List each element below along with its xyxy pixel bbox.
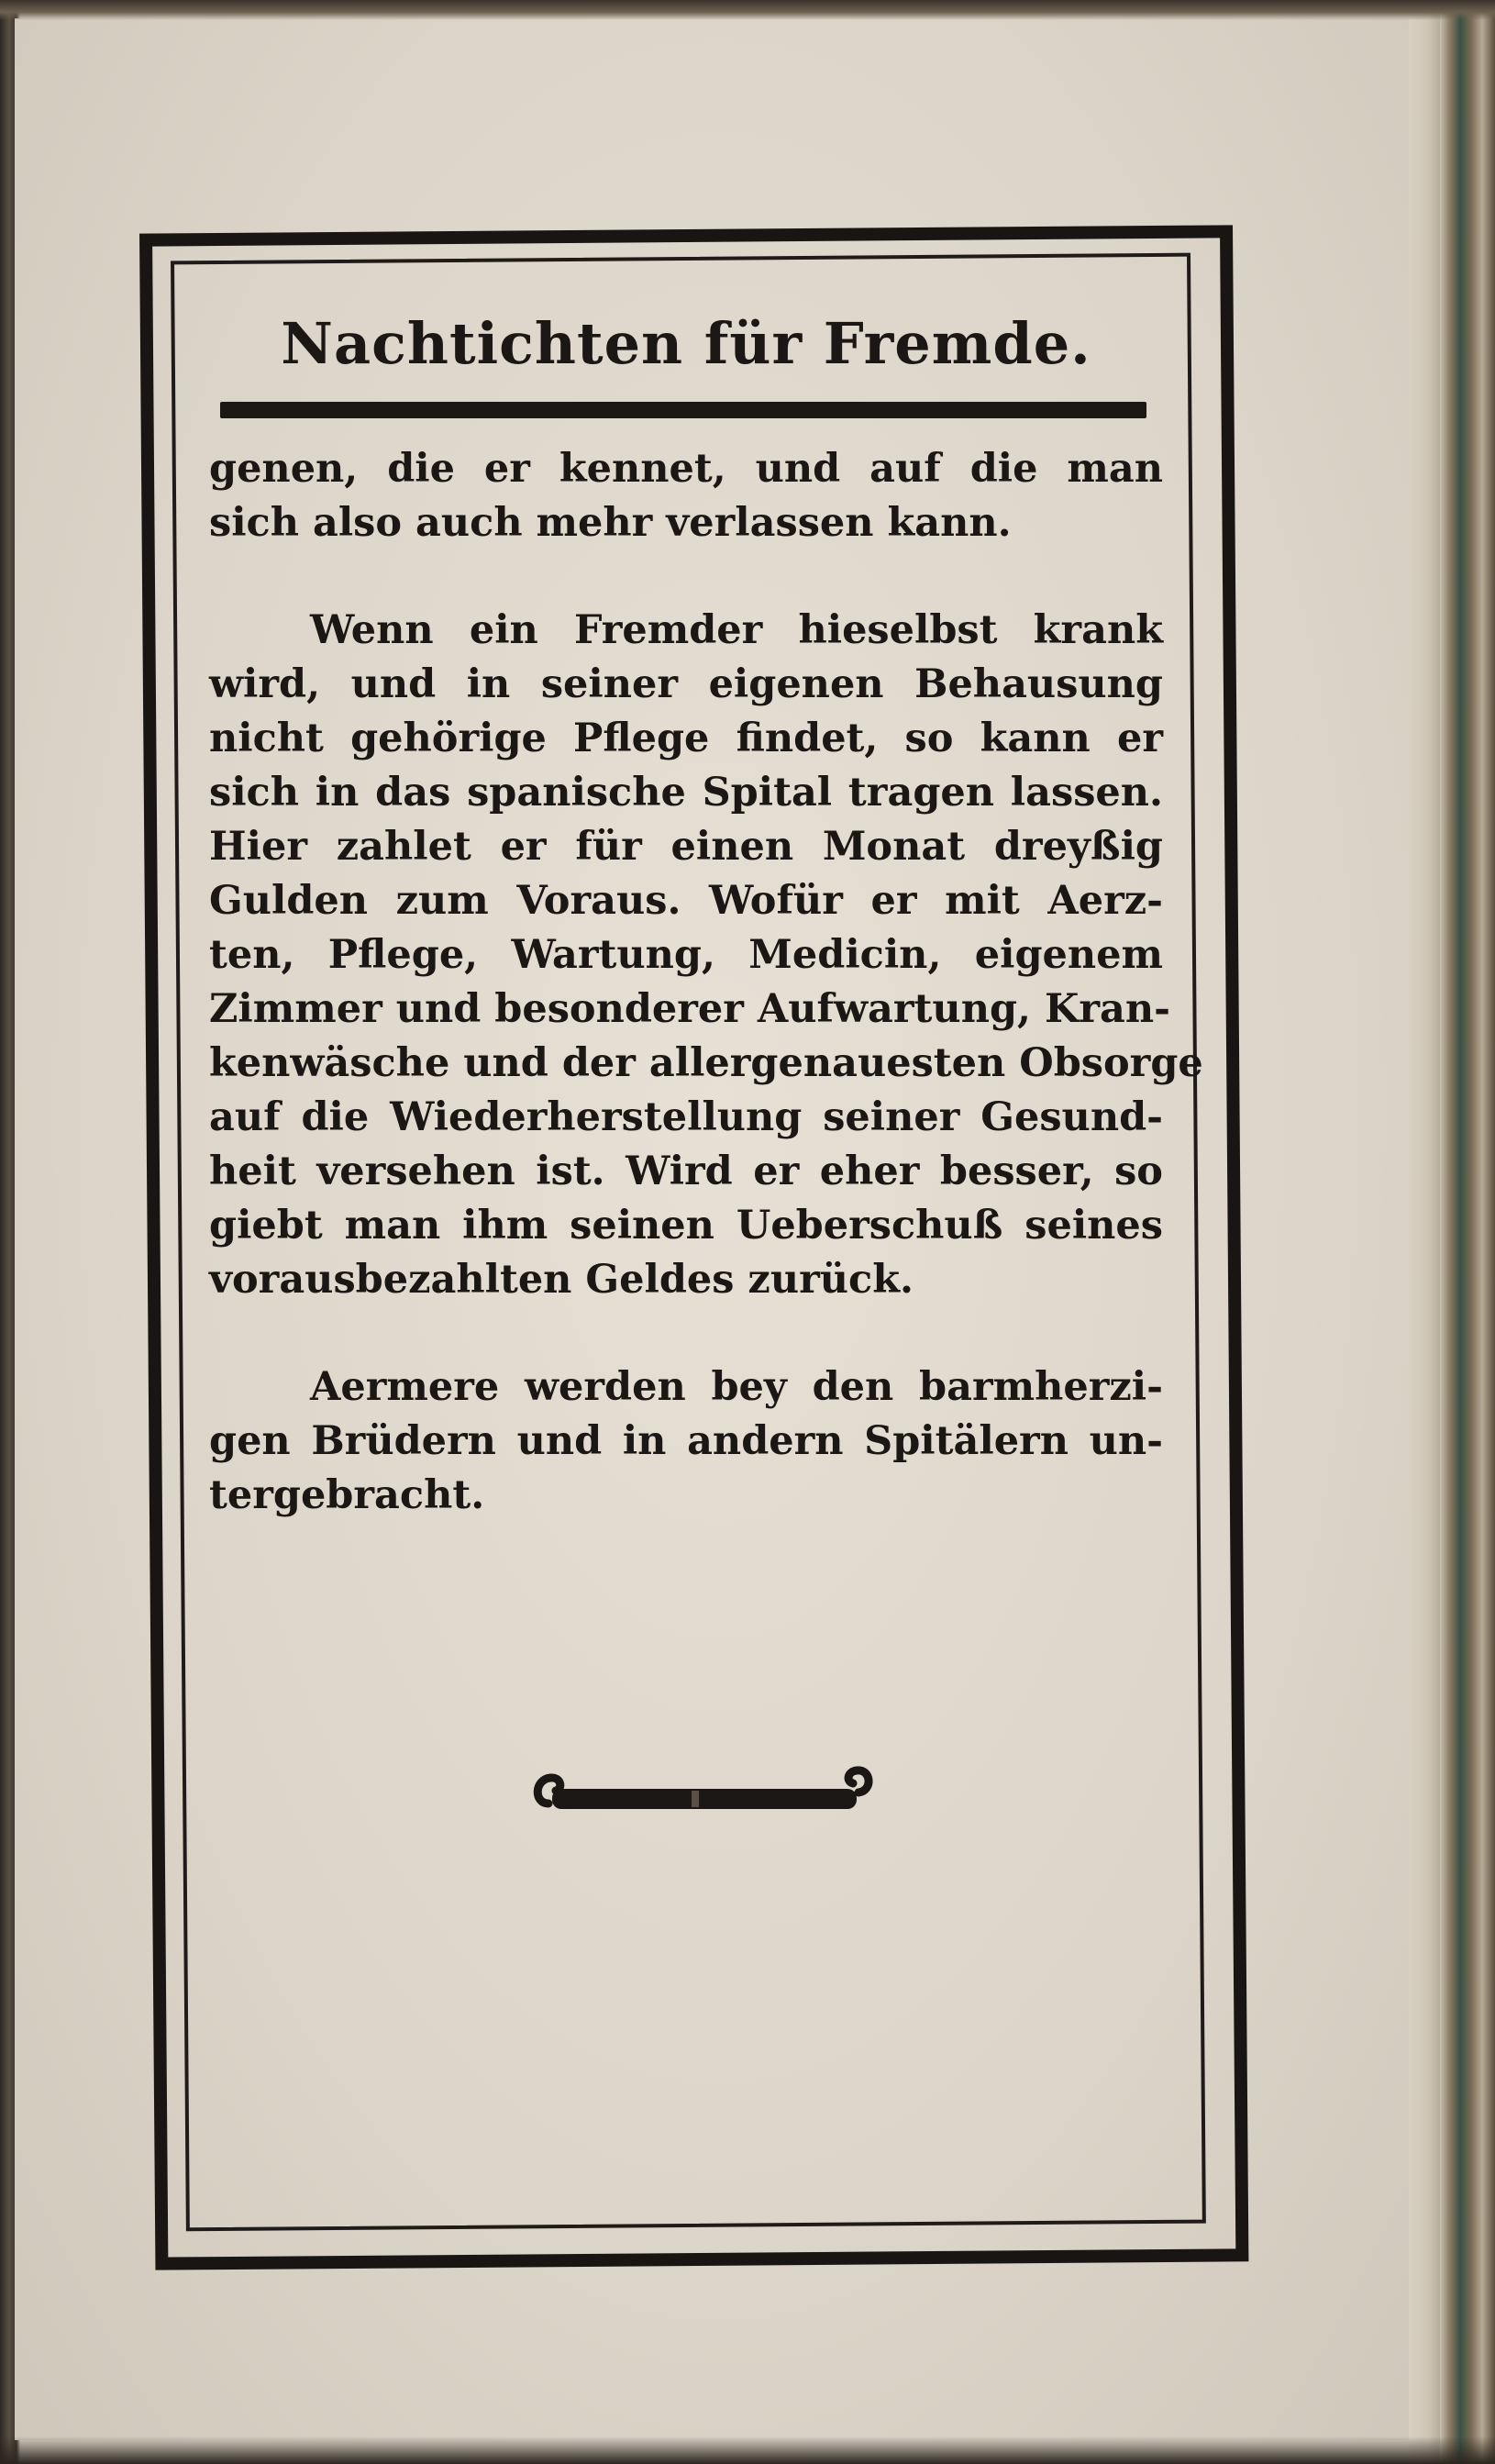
text-line: genen, die er kennet, und auf die man	[209, 446, 1163, 492]
text-line: auf die Wiederherstellung seiner Gesund-	[209, 1094, 1163, 1140]
text-line: Zimmer und besonderer Aufwartung, Kran-	[209, 986, 1170, 1032]
paragraph-2	[209, 604, 1203, 1307]
paragraph-3	[209, 1360, 1163, 1523]
heading-rule	[220, 402, 1146, 418]
text-line: sich also auch mehr verlassen kann.	[209, 500, 1012, 546]
end-ornament-icon	[530, 1758, 877, 1822]
page-heading: Nachtichten für Fremde.	[281, 310, 1091, 377]
top-shadow	[0, 0, 1495, 20]
text-line: heit versehen ist. Wird er eher besser, so	[209, 1149, 1163, 1194]
paragraph-1	[209, 442, 1163, 550]
text-line: nicht gehörige Pflege findet, so kann er	[209, 716, 1163, 761]
text-line: Aermere werden bey den barmherzi-	[310, 1364, 1163, 1410]
book-spine	[1440, 0, 1495, 2464]
text-line: Gulden zum Voraus. Wofür er mit Aerz-	[209, 878, 1163, 924]
text-line: vorausbezahlten Geldes zurück.	[209, 1257, 914, 1303]
body-text	[209, 442, 1203, 1523]
text-line: giebt man ihm seinen Ueberschuß seines	[209, 1203, 1163, 1249]
page-edges	[1409, 0, 1440, 2464]
text-line: wird, und in seiner eigenen Behausung	[209, 661, 1163, 707]
text-line: kenwäsche und der allergenauesten Obsorge	[209, 1040, 1203, 1086]
text-line: sich in das spanische Spital tragen lassen.	[209, 770, 1163, 816]
bottom-shadow	[0, 2436, 1495, 2464]
text-line: tergebracht.	[209, 1472, 485, 1518]
text-line: ten, Pflege, Wartung, Medicin, eigenem	[209, 932, 1163, 978]
page-content	[209, 303, 1203, 1576]
text-line: gen Brüdern und in andern Spitälern un-	[209, 1418, 1163, 1464]
text-line: Wenn ein Fremder hieselbst krank	[310, 607, 1163, 653]
text-line: Hier zahlet er für einen Monat dreyßig	[209, 824, 1163, 870]
